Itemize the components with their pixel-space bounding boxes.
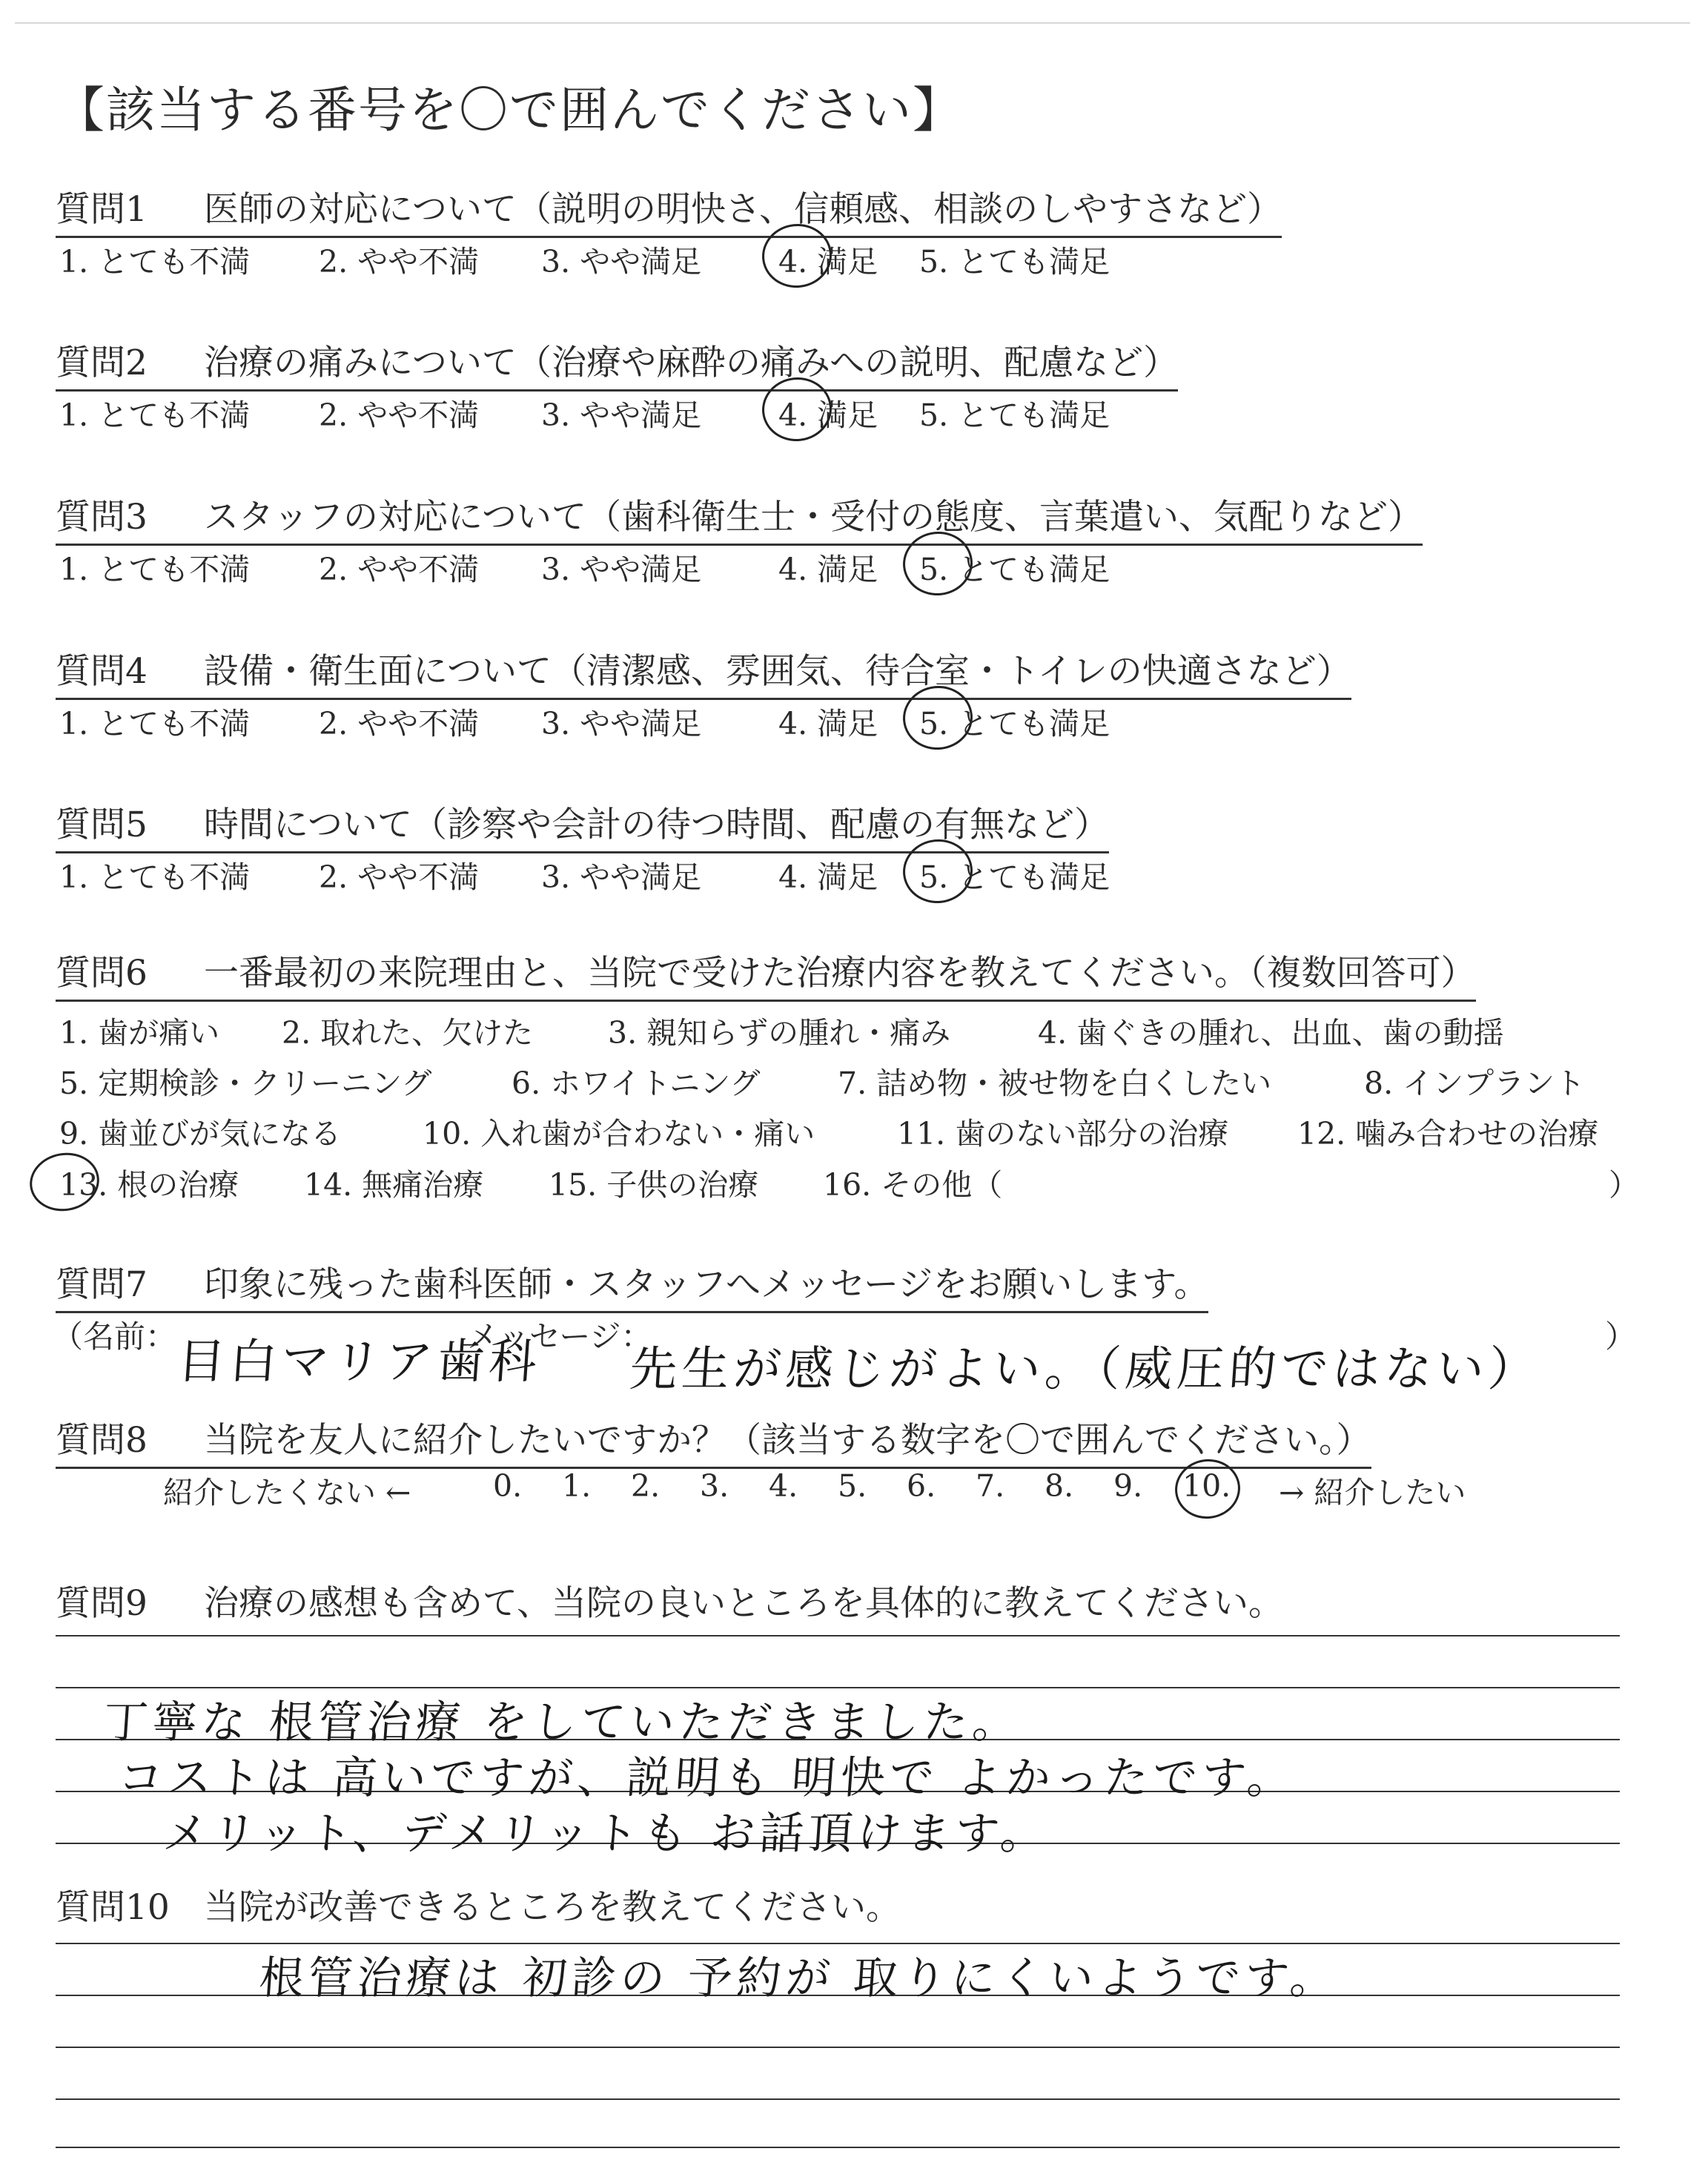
- q6-option[interactable]: 14. 無痛治療: [304, 1167, 484, 1203]
- q10-text: 当院が改善できるところを教えてください。: [204, 1887, 901, 1928]
- q6-option[interactable]: 15. 子供の治療: [549, 1167, 759, 1203]
- q1-title: [56, 182, 1282, 238]
- rating-option[interactable]: 2. やや不満: [319, 552, 480, 587]
- rating-option[interactable]: 1. とても不満: [59, 244, 251, 280]
- q8-scale-option[interactable]: 0.: [493, 1468, 523, 1504]
- q5-number: 質問5: [56, 805, 148, 845]
- q6-title: [56, 945, 1476, 1002]
- rating-option[interactable]: 3. やや満足: [541, 706, 702, 742]
- q7-title: [56, 1257, 1208, 1313]
- q6-option[interactable]: 6. ホワイトニング: [512, 1066, 761, 1101]
- q8-scale-option[interactable]: 6.: [907, 1468, 936, 1504]
- q8-scale-option[interactable]: 4.: [769, 1468, 798, 1504]
- q6-other-close: ）: [1609, 1167, 1639, 1203]
- q6-option[interactable]: 7. 詰め物・被せ物を白くしたい: [838, 1066, 1272, 1101]
- q6-number: 質問6: [56, 953, 148, 994]
- q6-text: 一番最初の来院理由と、当院で受けた治療内容を教えてください。（複数回答可）: [204, 953, 1476, 994]
- q6-option[interactable]: 3. 親知らずの腫れ・痛み: [608, 1015, 951, 1051]
- q6-option[interactable]: 1. 歯が痛い: [59, 1015, 220, 1051]
- q8-number: 質問8: [56, 1420, 148, 1461]
- rating-option[interactable]: 5. とても満足: [919, 859, 1110, 895]
- q8-scale-option[interactable]: 5.: [838, 1468, 867, 1504]
- q7-name-handwritten[interactable]: 目白マリア歯科: [175, 1335, 543, 1390]
- rating-option[interactable]: 1. とても不満: [59, 397, 251, 433]
- q6-option[interactable]: 9. 歯並びが気になる: [59, 1116, 342, 1152]
- rating-option[interactable]: 4. 満足: [778, 552, 878, 587]
- q6-option[interactable]: 2. 取れた、欠けた: [282, 1015, 534, 1051]
- rating-option[interactable]: 4. 満足: [778, 397, 878, 433]
- page-heading: 【該当する番号を〇で囲んでください】: [56, 82, 963, 139]
- q6-option[interactable]: 5. 定期検診・クリーニング: [59, 1066, 432, 1101]
- q8-scale-option[interactable]: 1.: [562, 1468, 592, 1504]
- q10-handwritten[interactable]: 根管治療は 初診の 予約が 取りにくいようです。: [257, 1952, 1341, 2004]
- rating-option[interactable]: 3. やや満足: [541, 397, 702, 433]
- q7-number: 質問7: [56, 1264, 148, 1305]
- q8-scale-option[interactable]: 9.: [1113, 1468, 1143, 1504]
- q8-scale-option[interactable]: 3.: [700, 1468, 729, 1504]
- q10-answer-line: [56, 2098, 1620, 2100]
- rating-option[interactable]: 2. やや不満: [319, 397, 480, 433]
- q9-handwritten-line-1[interactable]: 丁寧な 根管治療 をしていただきました。: [102, 1697, 1024, 1748]
- q10-answer-line: [56, 2047, 1620, 2048]
- q9-title: [56, 1576, 1283, 1630]
- q10-title: [56, 1880, 901, 1934]
- q6-option[interactable]: 12. 噛み合わせの治療: [1297, 1116, 1599, 1152]
- q7-close-paren: ）: [1605, 1318, 1637, 1355]
- rating-option[interactable]: 3. やや満足: [541, 244, 702, 280]
- q6-option[interactable]: 16. その他（: [823, 1167, 1003, 1203]
- top-border: [15, 22, 1690, 24]
- rating-option[interactable]: 4. 満足: [778, 244, 878, 280]
- q6-option[interactable]: 13. 根の治療: [59, 1167, 239, 1203]
- q10-number: 質問10: [56, 1887, 170, 1928]
- rating-option[interactable]: 1. とても不満: [59, 706, 251, 742]
- q9-answer-line: [56, 1635, 1620, 1636]
- q6-option[interactable]: 8. インプラント: [1364, 1066, 1586, 1101]
- q9-handwritten-line-3[interactable]: メリット、デメリットも お話頂けます。: [161, 1808, 1051, 1860]
- q8-high-label: → 紹介したい: [1279, 1475, 1466, 1510]
- q7-name-label: （名前：: [52, 1318, 177, 1355]
- rating-option[interactable]: 1. とても不満: [59, 859, 251, 895]
- q9-text: 治療の感想も含めて、当院の良いところを具体的に教えてください。: [204, 1583, 1284, 1624]
- q9-number: 質問9: [56, 1583, 148, 1624]
- rating-option[interactable]: 5. とても満足: [919, 706, 1110, 742]
- rating-option[interactable]: 4. 満足: [778, 706, 878, 742]
- q3-text: スタッフの対応について（歯科衛生士・受付の態度、言葉遣い、気配りなど）: [204, 497, 1423, 538]
- q7-message-label: メッセージ：: [467, 1318, 652, 1355]
- q8-scale-option[interactable]: 10.: [1182, 1468, 1231, 1504]
- rating-option[interactable]: 4. 満足: [778, 859, 878, 895]
- q7-message-handwritten[interactable]: 先生が感じがよい。（威圧的ではない）: [627, 1342, 1543, 1397]
- q10-answer-line: [56, 2147, 1620, 2148]
- rating-option[interactable]: 2. やや不満: [319, 859, 480, 895]
- rating-option[interactable]: 5. とても満足: [919, 244, 1110, 280]
- rating-option[interactable]: 5. とても満足: [919, 397, 1110, 433]
- rating-option[interactable]: 1. とても不満: [59, 552, 251, 587]
- q1-number: 質問1: [56, 189, 148, 230]
- rating-option[interactable]: 5. とても満足: [919, 552, 1110, 587]
- q9-handwritten-line-2[interactable]: コストは 高いですが、説明も 明快で よかったです。: [116, 1752, 1298, 1804]
- q7-text: 印象に残った歯科医師・スタッフへメッセージをお願いします。: [204, 1264, 1209, 1305]
- q8-scale-option[interactable]: 7.: [976, 1468, 1005, 1504]
- q2-text: 治療の痛みについて（治療や麻酔の痛みへの説明、配慮など）: [204, 343, 1179, 383]
- q8-title: [56, 1413, 1371, 1469]
- q2-number: 質問2: [56, 343, 148, 383]
- q4-title: [56, 644, 1351, 700]
- q3-number: 質問3: [56, 497, 148, 538]
- rating-option[interactable]: 3. やや満足: [541, 859, 702, 895]
- q6-option[interactable]: 4. 歯ぐきの腫れ、出血、歯の動揺: [1038, 1015, 1504, 1051]
- q2-title: [56, 335, 1178, 392]
- q4-text: 設備・衛生面について（清潔感、雰囲気、待合室・トイレの快適さなど）: [204, 651, 1351, 692]
- q8-scale-option[interactable]: 2.: [631, 1468, 661, 1504]
- rating-option[interactable]: 3. やや満足: [541, 552, 702, 587]
- q4-number: 質問4: [56, 651, 148, 692]
- q8-scale-option[interactable]: 8.: [1045, 1468, 1074, 1504]
- rating-option[interactable]: 2. やや不満: [319, 244, 480, 280]
- rating-option[interactable]: 2. やや不満: [319, 706, 480, 742]
- q5-text: 時間について（診察や会計の待つ時間、配慮の有無など）: [204, 805, 1110, 845]
- q3-title: [56, 489, 1423, 546]
- q8-text: 当院を友人に紹介したいですか？（該当する数字を〇で囲んでください。）: [204, 1420, 1371, 1461]
- q6-option[interactable]: 10. 入れ歯が合わない・痛い: [423, 1116, 815, 1152]
- q1-text: 医師の対応について（説明の明快さ、信頼感、相談のしやすさなど）: [204, 189, 1282, 230]
- q8-low-label: 紹介したくない ←: [163, 1475, 411, 1510]
- q6-selection-circle: [25, 1147, 104, 1216]
- q6-option[interactable]: 11. 歯のない部分の治療: [897, 1116, 1229, 1152]
